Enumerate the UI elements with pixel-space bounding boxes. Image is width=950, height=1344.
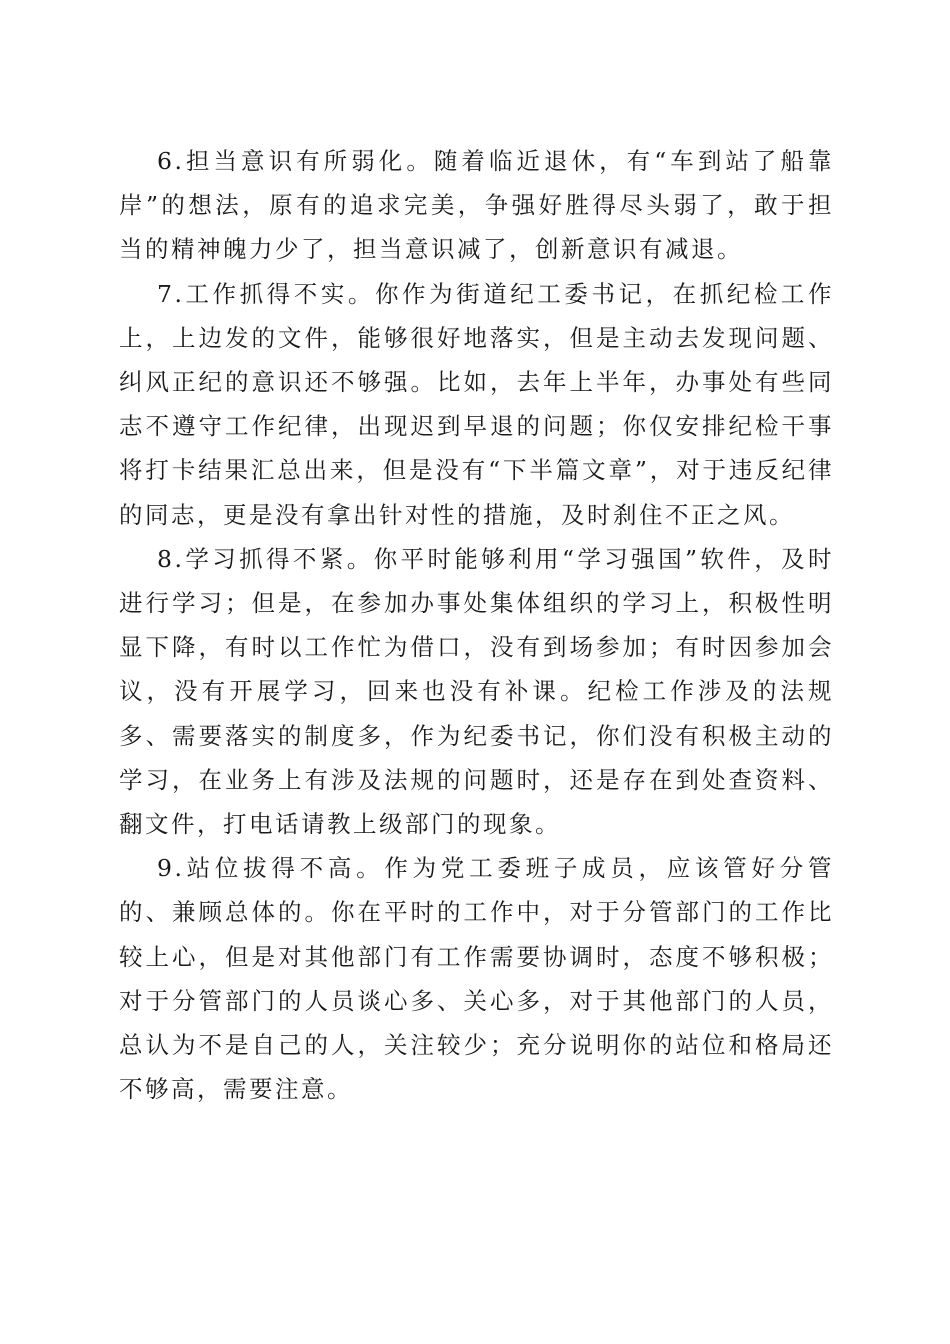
document-body — [119, 139, 834, 1111]
paragraph-9: 9.站位拔得不高。作为党工委班子成员，应该管好分管的、兼顾总体的。你在平时的工作中，对于分管部门的工作比较上心，但是对其他部门有工作需要协调时，态度不够积极；对于分管部门的人员谈心多、关心多，对于其他部门的人员，总认为不是自己的人，关注较少；充分说明你的站位和格局还不够高，需要注意。 — [119, 854, 834, 1104]
paragraph-6: 6.担当意识有所弱化。随着临近退休，有“车到站了船靠岸”的想法，原有的追求完美，争强好胜得尽头弱了，敢于担当的精神魄力少了，担当意识减了，创新意识有减退。 — [119, 147, 834, 264]
paragraph-7: 7.工作抓得不实。你作为街道纪工委书记，在抓纪检工作上，上边发的文件，能够很好地落实，但是主动去发现问题、纠风正纪的意识还不够强。比如，去年上半年，办事处有些同志不遵守工作纪律，出现迟到早退的问题；你仅安排纪检干事将打卡结果汇总出来，但是没有“下半篇文章”，对于违反纪律的同志，更是没有拿出针对性的措施，及时刹住不正之风。 — [119, 279, 834, 529]
paragraph-8: 8.学习抓得不紧。你平时能够利用“学习强国”软件，及时进行学习；但是，在参加办事处集体组织的学习上，积极性明显下降，有时以工作忙为借口，没有到场参加；有时因参加会议，没有开展学习，回来也没有补课。纪检工作涉及的法规多、需要落实的制度多，作为纪委书记，你们没有积极主动的学习，在业务上有涉及法规的问题时，还是存在到处查资料、翻文件，打电话请教上级部门的现象。 — [119, 544, 834, 839]
